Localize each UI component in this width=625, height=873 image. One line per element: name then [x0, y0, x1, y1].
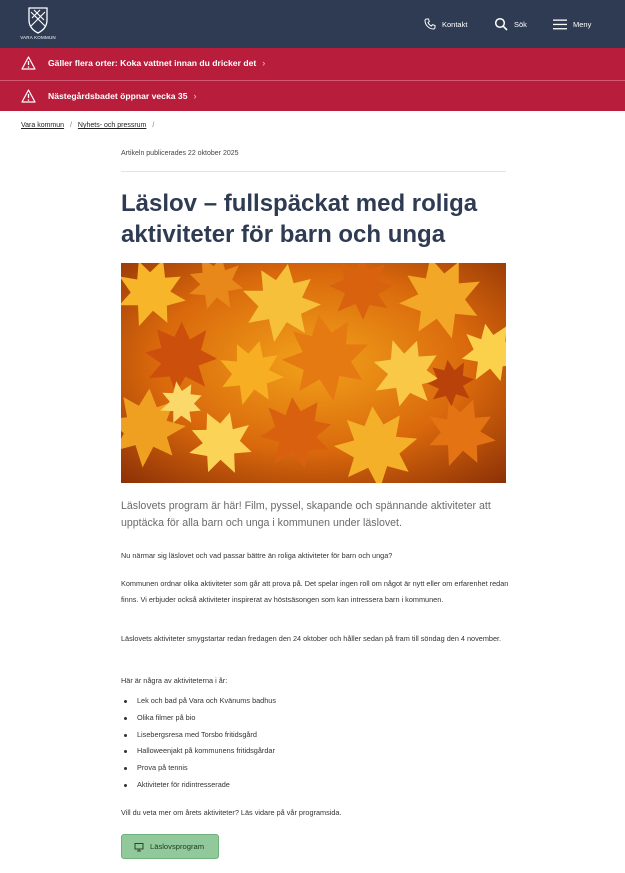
article-paragraph: Läslovets aktiviteter smygstartar redan fredagen den 24 oktober och håller sedan på fram till söndag den 4 november. — [121, 634, 502, 643]
alert-text: Nästegårdsbadet öppnar vecka 35 — [48, 91, 188, 101]
alert-text: Gäller flera orter: Koka vattnet innan du dricker det — [48, 58, 257, 68]
list-item: Lek och bad på Vara och Kvänums badhus — [121, 693, 506, 710]
logo-text: VARA KOMMUN — [20, 35, 56, 40]
published-date: Artikeln publicerades 22 oktober 2025 — [121, 150, 239, 157]
search-label: Sök — [514, 19, 527, 29]
page-title: Läslov – fullspäckat med roliga aktiviteter för barn och unga — [121, 190, 478, 248]
breadcrumb-home-link[interactable]: Vara kommun — [21, 122, 65, 129]
monitor-icon — [134, 842, 144, 852]
program-button-label: Läslovsprogram — [150, 842, 205, 851]
menu-button[interactable] — [553, 0, 591, 48]
list-item: Olika filmer på bio — [121, 710, 506, 727]
alert-banner-bath[interactable] — [0, 80, 625, 111]
chevron-right-icon: › — [193, 91, 197, 101]
breadcrumb — [21, 122, 158, 129]
list-item: Prova på tennis — [121, 760, 506, 777]
coat-of-arms-icon — [20, 6, 56, 36]
article-paragraph: Nu närmar sig läslovet och vad passar bättre än roliga aktiviteter för barn och unga? — [121, 551, 393, 560]
breadcrumb-separator: / — [70, 122, 72, 129]
search-button[interactable] — [494, 0, 527, 48]
list-item: Lisebergsresa med Torsbo fritidsgård — [121, 727, 506, 744]
search-icon — [494, 17, 508, 31]
breadcrumb-newsroom-link[interactable]: Nyhets- och pressrum — [77, 122, 147, 129]
divider — [121, 171, 506, 172]
list-item: Halloweenjakt på kommunens fritidsgårdar — [121, 743, 506, 760]
list-item: Aktiviteter för ridintresserade — [121, 777, 506, 794]
article-lead: Läslovets program är här! Film, pyssel, skapande och spännande aktiviteter att upptäcka för alla barn och unga i kommunen under läslovet. — [121, 500, 491, 529]
autumn-leaves-image — [121, 263, 506, 483]
chevron-right-icon: › — [262, 58, 266, 68]
warning-icon — [21, 89, 36, 103]
phone-icon — [424, 18, 436, 30]
warning-icon — [21, 56, 36, 70]
contact-link[interactable] — [424, 0, 467, 48]
program-button[interactable] — [121, 834, 219, 859]
hamburger-icon — [553, 19, 567, 30]
breadcrumb-separator: / — [152, 122, 155, 129]
site-header — [0, 0, 625, 48]
hero-image-autumn-leaves — [121, 263, 506, 483]
article-paragraph: Kommunen ordnar olika aktiviteter som går att prova på. Det spelar ingen roll om något är nytt eller om erfarenhet redan finns. Vi erbjuder också aktiviteter inspirerat av höstsäsongen som kan intressera barn i kommunen. — [121, 579, 509, 604]
menu-label: Meny — [573, 19, 592, 29]
activities-list — [121, 693, 506, 794]
contact-label: Kontakt — [442, 19, 468, 29]
vara-kommun-logo[interactable] — [20, 6, 56, 42]
article-paragraph: Här är några av aktiviteterna i år: — [121, 676, 228, 685]
article-closing: Vill du veta mer om årets aktiviteter? Läs vidare på vår programsida. — [121, 808, 342, 817]
alert-banner-water[interactable] — [0, 48, 625, 80]
